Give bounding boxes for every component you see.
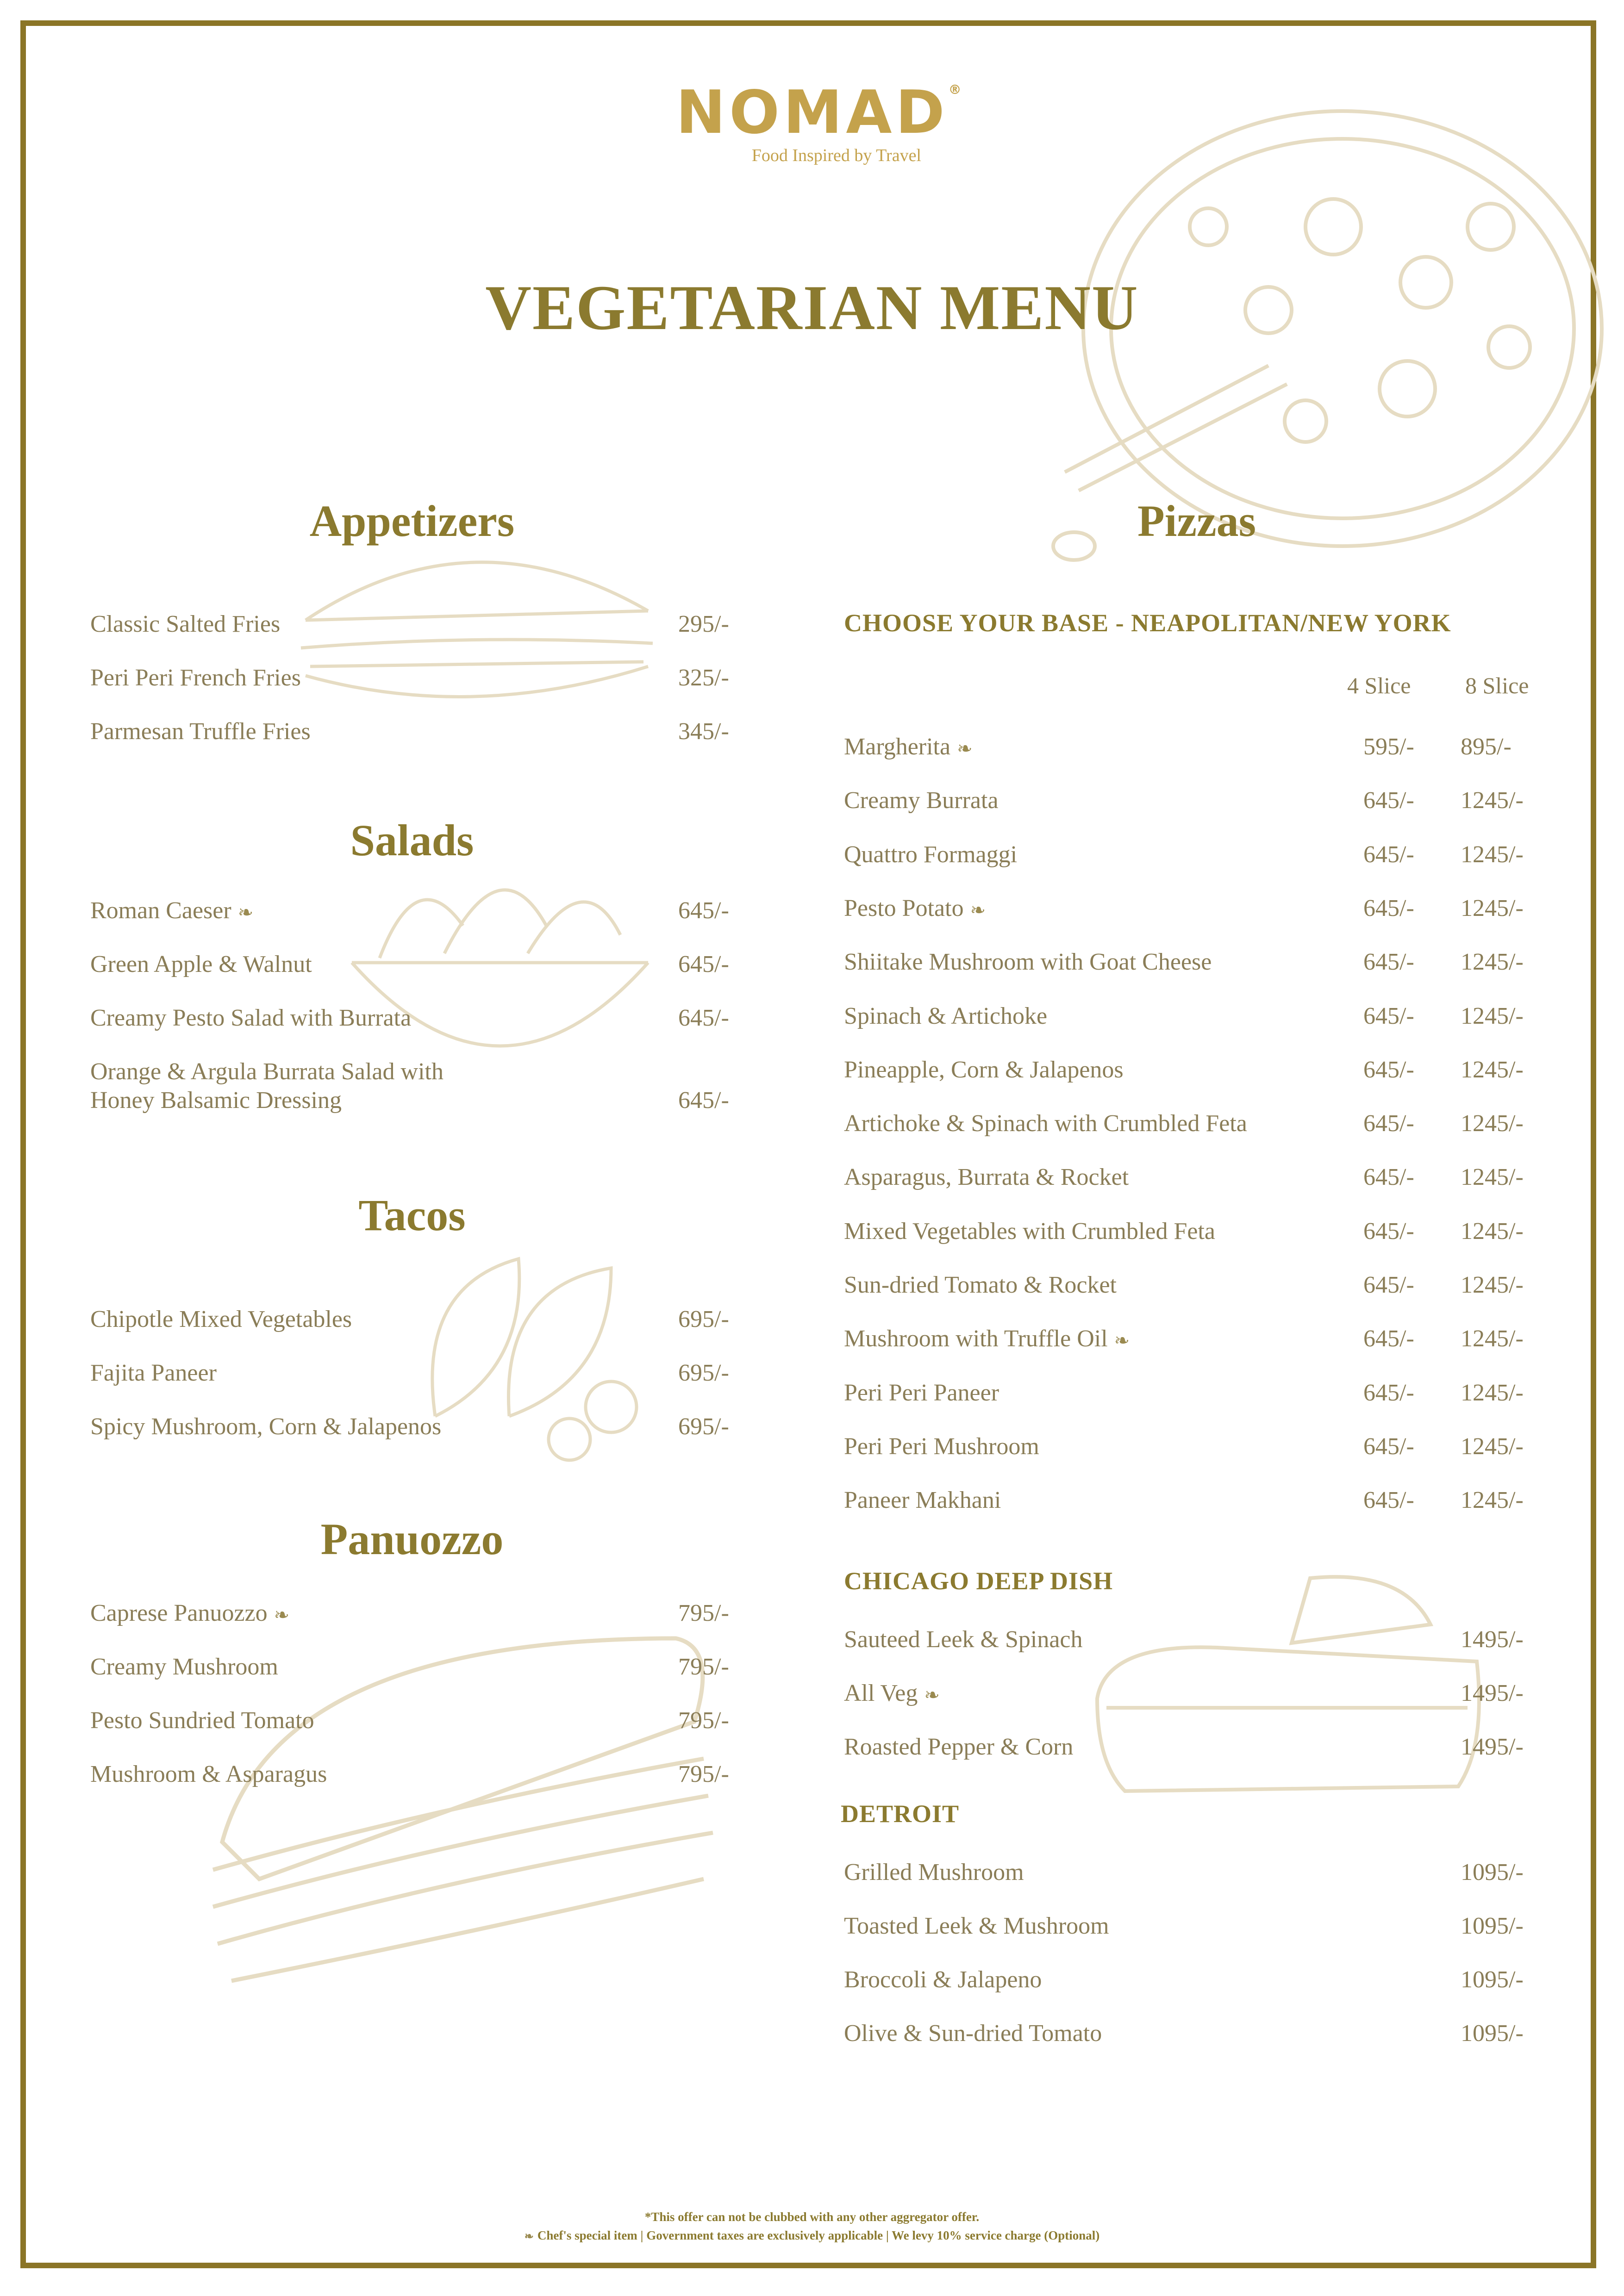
menu-item-label: Roman Caeser [90, 897, 231, 924]
menu-item-label: Green Apple & Walnut [90, 951, 312, 977]
chef-hat-icon: ❧ [970, 899, 986, 921]
menu-item-price: 1245/- [1461, 1164, 1524, 1191]
menu-item-label: Olive & Sun-dried Tomato [844, 2020, 1102, 2047]
menu-item-price: 1245/- [1461, 841, 1524, 868]
menu-item-price: 1495/- [1461, 1680, 1524, 1706]
menu-item-name [844, 1379, 999, 1407]
footer-info [0, 2228, 1624, 2243]
menu-item-price: 895/- [1461, 734, 1512, 760]
menu-item-name [844, 1163, 1129, 1192]
menu-item-name [844, 733, 973, 763]
menu-item-price: 1095/- [1461, 2020, 1524, 2047]
menu-item-label: Sauteed Leek & Spinach [844, 1626, 1083, 1653]
detroit-title: DETROIT [841, 1800, 960, 1828]
column-header-4-slice: 4 Slice [1347, 672, 1411, 698]
menu-item-price: 795/- [678, 1600, 729, 1626]
menu-item-price: 1095/- [1461, 1859, 1524, 1885]
menu-title: VEGETARIAN MENU [485, 272, 1139, 343]
menu-item-label: Creamy Burrata [844, 787, 999, 814]
menu-item-price: 645/- [1363, 1002, 1414, 1029]
menu-item-name [90, 1599, 289, 1630]
chicago-deep-dish-title: CHICAGO DEEP DISH [844, 1567, 1113, 1595]
menu-item-label: Margherita [844, 734, 951, 760]
chef-hat-icon: ❧ [237, 902, 254, 923]
menu-item-name [844, 894, 986, 925]
menu-item-name [90, 1653, 278, 1681]
menu-item-label: Chipotle Mixed Vegetables [90, 1306, 352, 1332]
section-title-pizzas: Pizzas [1137, 496, 1256, 546]
menu-item-price: 645/- [1363, 1433, 1414, 1460]
menu-item-name [90, 896, 253, 927]
menu-item-price: 1245/- [1461, 1487, 1524, 1514]
menu-item-price: 1095/- [1461, 1913, 1524, 1939]
menu-item-name [844, 786, 999, 815]
menu-item-label: Quattro Formaggi [844, 841, 1018, 868]
brand-logo [676, 78, 965, 166]
column-header-8-slice: 8 Slice [1465, 672, 1529, 698]
page-border [20, 20, 1596, 2268]
chef-hat-icon: ❧ [274, 1605, 290, 1626]
menu-item-price: 1245/- [1461, 1325, 1524, 1352]
menu-item-label: Mushroom with Truffle Oil [844, 1325, 1108, 1352]
menu-item-name [844, 1679, 940, 1710]
menu-item-label: Broccoli & Jalapeno [844, 1966, 1042, 1993]
menu-item-label: Caprese Panuozzo [90, 1600, 268, 1626]
menu-item-label: Spicy Mushroom, Corn & Jalapenos [90, 1413, 442, 1440]
menu-item-label: Grilled Mushroom [844, 1859, 1024, 1885]
menu-item-name [844, 1912, 1109, 1941]
menu-item-label: Asparagus, Burrata & Rocket [844, 1164, 1129, 1191]
menu-item-label: Spinach & Artichoke [844, 1002, 1048, 1029]
menu-item-label: Shiitake Mushroom with Goat Cheese [844, 949, 1212, 976]
menu-item-price: 645/- [1363, 895, 1414, 921]
menu-item-price: 1495/- [1461, 1626, 1524, 1653]
menu-item-label: Sun-dried Tomato & Rocket [844, 1272, 1117, 1298]
chef-hat-icon: ❧ [957, 738, 973, 759]
menu-item-name [844, 1271, 1117, 1300]
menu-item-price: 695/- [678, 1360, 729, 1386]
menu-item-price: 645/- [1363, 1056, 1414, 1083]
chef-hat-icon: ❧ [524, 2231, 534, 2243]
footer-info-text: Chef's special item | Government taxes are exclusively applicable | We levy 10% service charge (Optional) [537, 2228, 1100, 2242]
menu-item-name [844, 1432, 1039, 1461]
menu-item-label: Orange & Argula Burrata Salad with [90, 1058, 443, 1085]
pizza-base-title: CHOOSE YOUR BASE - NEAPOLITAN/NEW YORK [844, 609, 1451, 637]
menu-item-label: Roasted Pepper & Corn [844, 1734, 1074, 1760]
menu-item-label: Pineapple, Corn & Jalapenos [844, 1056, 1124, 1083]
registered-mark: ® [948, 82, 965, 97]
menu-item-label: Classic Salted Fries [90, 611, 281, 637]
menu-item-name [844, 1625, 1083, 1654]
chef-hat-icon: ❧ [924, 1685, 940, 1706]
menu-item-label: Creamy Pesto Salad with Burrata [90, 1005, 412, 1031]
menu-item-name [844, 1217, 1215, 1246]
menu-item-price: 645/- [1363, 1325, 1414, 1352]
menu-item-name [90, 1760, 327, 1789]
menu-item-price: 1245/- [1461, 1433, 1524, 1460]
menu-item-price: 1245/- [1461, 949, 1524, 976]
menu-item-price: 645/- [678, 1005, 729, 1031]
footer-offer-note: *This offer can not be clubbed with any other aggregator offer. [644, 2210, 980, 2224]
menu-item-name [90, 1058, 443, 1086]
menu-item-price: 1245/- [1461, 895, 1524, 921]
menu-item-price: 595/- [1363, 734, 1414, 760]
menu-item-price: 695/- [678, 1413, 729, 1440]
menu-item-price: 795/- [678, 1654, 729, 1680]
menu-item-label: Mushroom & Asparagus [90, 1761, 327, 1787]
menu-item-price: 345/- [678, 718, 729, 745]
menu-item-price: 645/- [1363, 1487, 1414, 1514]
brand-tagline: Food Inspired by Travel [751, 146, 921, 165]
menu-item-name [844, 1733, 1073, 1761]
menu-item-name [90, 717, 311, 746]
menu-item-price: 1245/- [1461, 1379, 1524, 1406]
menu-item-price: 645/- [1363, 787, 1414, 814]
menu-item-price: 695/- [678, 1306, 729, 1332]
section-title-panuozzo: Panuozzo [320, 1514, 504, 1564]
menu-item-price: 645/- [1363, 1379, 1414, 1406]
menu-item-price: 1245/- [1461, 1272, 1524, 1298]
menu-item-name [90, 664, 301, 692]
menu-item-name [844, 2019, 1102, 2048]
menu-item-name [90, 1706, 314, 1735]
menu-item-name [90, 1305, 352, 1334]
menu-item-price: 645/- [1363, 1272, 1414, 1298]
menu-item-name [90, 1004, 411, 1033]
menu-item-name [90, 1412, 441, 1441]
menu-item-name [844, 1325, 1130, 1355]
menu-item-label: Mixed Vegetables with Crumbled Feta [844, 1218, 1216, 1244]
menu-item-label: Toasted Leek & Mushroom [844, 1913, 1109, 1939]
menu-item-label: Honey Balsamic Dressing [90, 1087, 342, 1114]
section-title-tacos: Tacos [358, 1190, 466, 1240]
menu-item-label: Creamy Mushroom [90, 1654, 278, 1680]
menu-item-label: Pesto Sundried Tomato [90, 1707, 314, 1734]
menu-item-name [844, 1002, 1047, 1031]
menu-item-name [844, 1966, 1042, 1994]
menu-item-label: Peri Peri Paneer [844, 1379, 999, 1406]
menu-item-price: 1245/- [1461, 1002, 1524, 1029]
menu-item-price: 1245/- [1461, 1110, 1524, 1137]
menu-item-name [844, 948, 1212, 977]
menu-item-name [844, 1056, 1124, 1084]
menu-item-price: 645/- [678, 897, 729, 924]
menu-item-label: All Veg [844, 1680, 918, 1706]
menu-item-price: 795/- [678, 1761, 729, 1787]
section-title-salads: Salads [350, 815, 474, 865]
menu-item-label: Parmesan Truffle Fries [90, 718, 311, 745]
menu-item-price: 645/- [1363, 949, 1414, 976]
menu-item-label: Fajita Paneer [90, 1360, 217, 1386]
menu-item-name [844, 1858, 1024, 1887]
menu-item-price: 645/- [1363, 1218, 1414, 1244]
menu-item-name [90, 950, 312, 979]
menu-item-price: 1495/- [1461, 1734, 1524, 1760]
menu-item-price: 325/- [678, 665, 729, 691]
menu-item-name [90, 1359, 217, 1388]
menu-item-name [90, 610, 280, 639]
menu-item-price: 1095/- [1461, 1966, 1524, 1993]
menu-item-price: 1245/- [1461, 1218, 1524, 1244]
section-title-appetizers: Appetizers [309, 496, 515, 546]
menu-item-price: 645/- [1363, 1110, 1414, 1137]
menu-item-label: Pesto Potato [844, 895, 964, 921]
menu-item-price: 645/- [678, 951, 729, 977]
chef-hat-icon: ❧ [1114, 1330, 1130, 1351]
menu-item-price: 645/- [1363, 1164, 1414, 1191]
menu-item-price: 645/- [1363, 841, 1414, 868]
menu-item-price: 1245/- [1461, 787, 1524, 814]
menu-item-price: 1245/- [1461, 1056, 1524, 1083]
menu-item-name [90, 1086, 342, 1115]
brand-name: NOMAD [676, 78, 949, 147]
menu-item-price: 795/- [678, 1707, 729, 1734]
menu-item-name [844, 1109, 1247, 1138]
menu-item-label: Peri Peri Mushroom [844, 1433, 1039, 1460]
menu-item-name [844, 1486, 1001, 1515]
menu-item-label: Paneer Makhani [844, 1487, 1001, 1514]
menu-item-name [844, 840, 1017, 869]
menu-item-price: 645/- [678, 1087, 729, 1114]
menu-item-price: 295/- [678, 611, 729, 637]
menu-item-label: Artichoke & Spinach with Crumbled Feta [844, 1110, 1247, 1137]
menu-item-label: Peri Peri French Fries [90, 665, 301, 691]
